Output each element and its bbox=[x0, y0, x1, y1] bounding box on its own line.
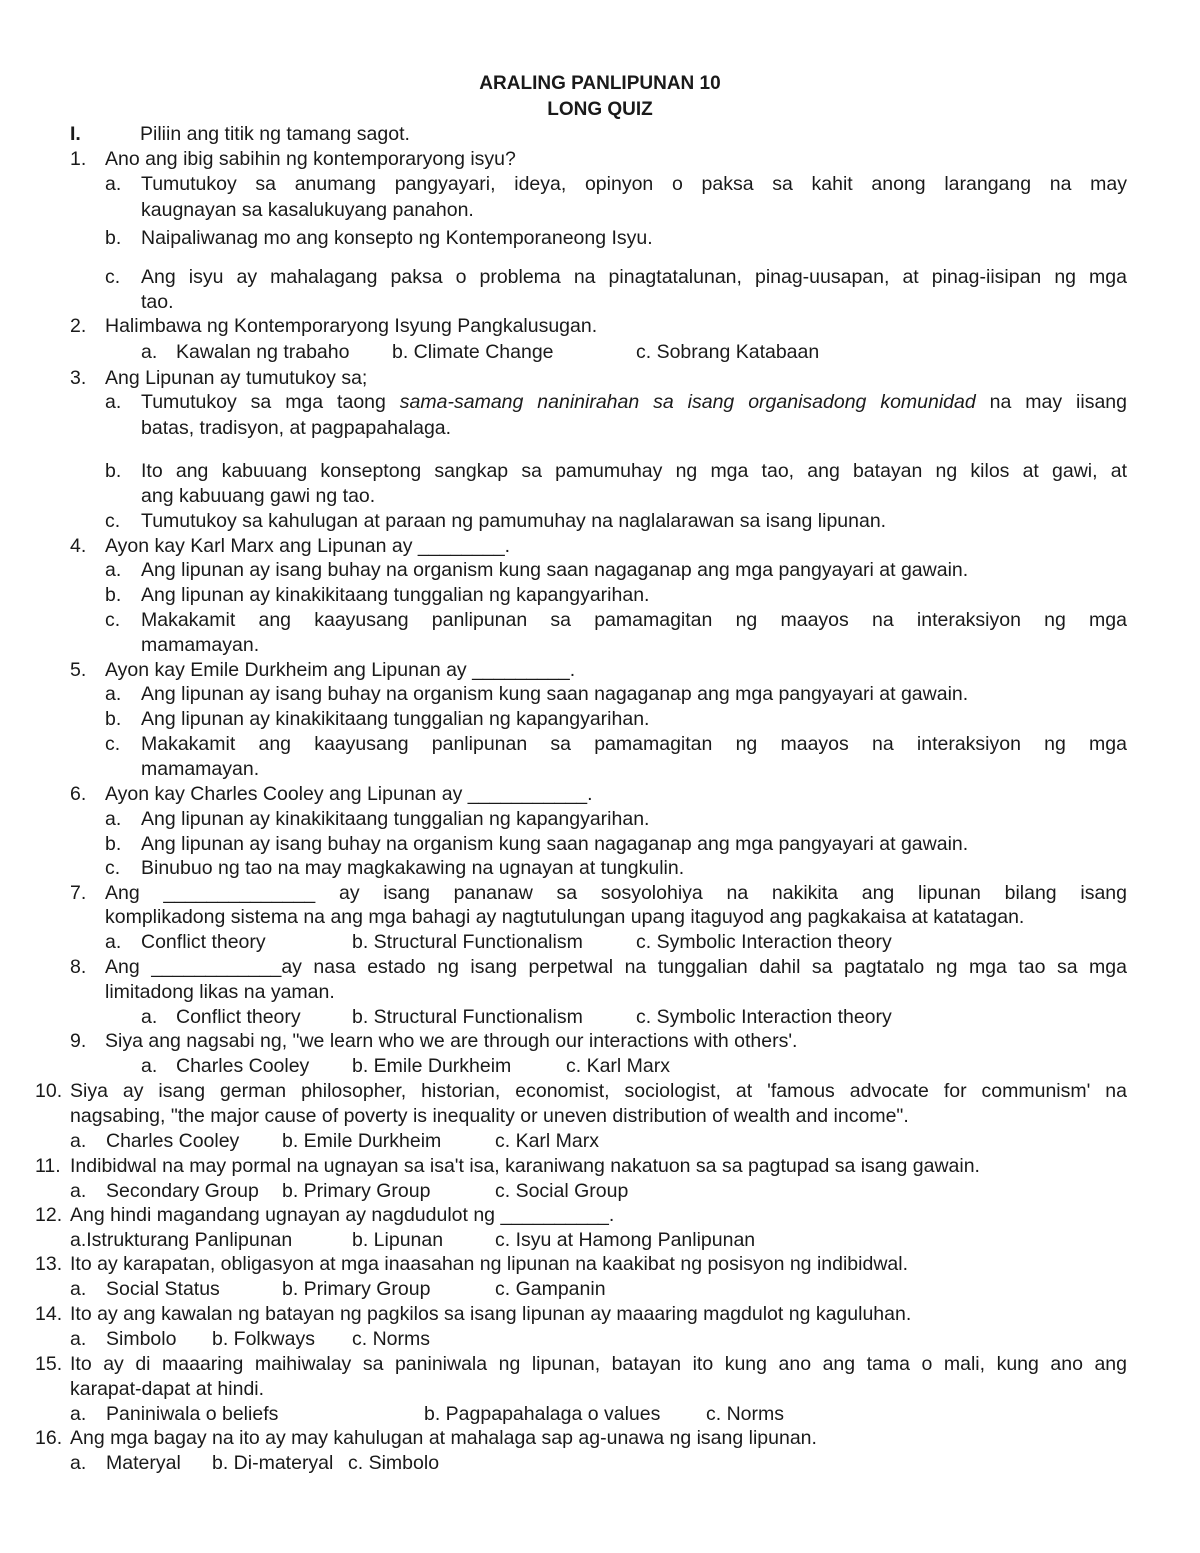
question-number: 12. bbox=[35, 1204, 63, 1226]
choice-text: Conflict theory bbox=[141, 931, 266, 953]
part-instruction: Piliin ang titik ng tamang sagot. bbox=[140, 123, 410, 145]
choice-text: b. Emile Durkheim bbox=[282, 1130, 442, 1152]
question-number: 10. bbox=[35, 1080, 63, 1102]
choice-text: b. Folkways bbox=[212, 1328, 315, 1350]
choice-text: mamamayan. bbox=[141, 758, 260, 780]
choice-text: Makakamit ang kaayusang panlipunan sa pamamagitan ng maayos na interaksiyon ng mga bbox=[141, 609, 1127, 631]
question-text: Ito ay di maaaring maihiwalay sa paniniwala ng lipunan, batayan ito kung ano ang tama o mali, kung ano ang bbox=[70, 1353, 1127, 1375]
question-number: 4. bbox=[70, 535, 87, 557]
choice-text: Naipaliwanag mo ang konsepto ng Kontemporaneong Isyu. bbox=[141, 227, 653, 249]
question-number: 5. bbox=[70, 659, 87, 681]
question-text: nagsabing, "the major cause of poverty is inequality or uneven distribution of wealth and income". bbox=[70, 1105, 909, 1127]
choice-text: b. Pagpapahalaga o values bbox=[424, 1403, 661, 1425]
question-number: 16. bbox=[35, 1427, 63, 1449]
choice-label: a. bbox=[70, 1180, 87, 1202]
question-number: 9. bbox=[70, 1030, 87, 1052]
choice-text: Social Status bbox=[106, 1278, 220, 1300]
choice-text: b. Primary Group bbox=[282, 1180, 431, 1202]
part-number: I. bbox=[70, 123, 81, 145]
choice-text: batas, tradisyon, at pagpapahalaga. bbox=[141, 417, 452, 439]
choice-text: c. Sobrang Katabaan bbox=[636, 341, 820, 363]
choice-text: c. Social Group bbox=[495, 1180, 629, 1202]
choice-text: c. Isyu at Hamong Panlipunan bbox=[495, 1229, 756, 1251]
choice-label: a. bbox=[105, 683, 122, 705]
choice-label: a. bbox=[141, 1055, 158, 1077]
question-text: Ayon kay Emile Durkheim ang Lipunan ay _________. bbox=[105, 659, 576, 681]
choice-label: a. bbox=[70, 1278, 87, 1300]
question-number: 11. bbox=[35, 1155, 61, 1177]
choice-text: c. Symbolic Interaction theory bbox=[636, 1006, 892, 1028]
question-text: Ang Lipunan ay tumutukoy sa; bbox=[105, 367, 368, 389]
choice-text: b. Structural Functionalism bbox=[352, 931, 583, 953]
choice-text: c. Norms bbox=[352, 1328, 430, 1350]
choice-text: ang kabuuang gawi ng tao. bbox=[141, 485, 376, 507]
choice-text: Ang lipunan ay isang buhay na organism kung saan nagaganap ang mga pangyayari at gawain. bbox=[141, 683, 969, 705]
choice-text: Charles Cooley bbox=[176, 1055, 310, 1077]
choice-text: c. Gampanin bbox=[495, 1278, 606, 1300]
question-text: Ayon kay Karl Marx ang Lipunan ay ________. bbox=[105, 535, 511, 557]
choice-label: b. bbox=[105, 584, 122, 606]
choice-text: tao. bbox=[141, 291, 174, 313]
question-text: Ano ang ibig sabihin ng kontemporaryong isyu? bbox=[105, 148, 516, 170]
question-number: 14. bbox=[35, 1303, 63, 1325]
choice-label: a. bbox=[70, 1130, 87, 1152]
choice-text: Ang lipunan ay kinakikitaang tunggalian ng kapangyarihan. bbox=[141, 708, 650, 730]
choice-text: Paniniwala o beliefs bbox=[106, 1403, 279, 1425]
choice-text: Tumutukoy sa mga taong sama-samang naninirahan sa isang organisadong komunidad na may iisang bbox=[141, 391, 1127, 413]
choice-text: Ito ang kabuuang konseptong sangkap sa pamumuhay ng mga tao, ang batayan ng kilos at gawi, at bbox=[141, 460, 1127, 482]
choice-text: kaugnayan sa kasalukuyang panahon. bbox=[141, 199, 474, 221]
question-text: Indibidwal na may pormal na ugnayan sa isa't isa, karaniwang nakatuon sa sa pagtupad sa isang gawain. bbox=[70, 1155, 980, 1177]
choice-label: b. bbox=[105, 833, 122, 855]
choice-label: c. bbox=[105, 266, 121, 288]
question-text: komplikadong sistema na ang mga bahagi ay nagtutulungan upang itaguyod ang pagkakaisa at katatagan. bbox=[105, 906, 1025, 928]
choice-text: Binubuo ng tao na may magkakawing na ugnayan at tungkulin. bbox=[141, 857, 685, 879]
choice-label: a. bbox=[70, 1452, 87, 1474]
choice-label: a. bbox=[141, 341, 158, 363]
choice-label: c. bbox=[105, 733, 121, 755]
choice-label: a. bbox=[105, 391, 122, 413]
choice-text: Ang lipunan ay kinakikitaang tunggalian ng kapangyarihan. bbox=[141, 808, 650, 830]
question-text: Ang ____________ay nasa estado ng isang perpetwal na tunggalian dahil sa pagtatalo ng mga tao sa mga bbox=[105, 956, 1127, 978]
choice-text: Makakamit ang kaayusang panlipunan sa pamamagitan ng maayos na interaksiyon ng mga bbox=[141, 733, 1127, 755]
choice-text: Tumutukoy sa anumang pangyayari, ideya, opinyon o paksa sa kahit anong larangang na may bbox=[141, 173, 1127, 195]
choice-text: c. Simbolo bbox=[348, 1452, 440, 1474]
choice-text: b. Structural Functionalism bbox=[352, 1006, 583, 1028]
question-number: 7. bbox=[70, 882, 87, 904]
choice-label: b. bbox=[105, 227, 122, 249]
choice-text: mamamayan. bbox=[141, 634, 260, 656]
question-text: Ang mga bagay na ito ay may kahulugan at mahalaga sap ag-unawa ng isang lipunan. bbox=[70, 1427, 817, 1449]
choice-text: b. Lipunan bbox=[352, 1229, 444, 1251]
question-text: Ang ______________ ay isang pananaw sa sosyolohiya na nakikita ang lipunan bilang isang bbox=[105, 882, 1127, 904]
choice-text: Materyal bbox=[106, 1452, 181, 1474]
question-text: Ayon kay Charles Cooley ang Lipunan ay ___________. bbox=[105, 783, 593, 805]
choice-label: a. bbox=[70, 1403, 87, 1425]
choice-text: b. Di-materyal bbox=[212, 1452, 334, 1474]
choice-text: Ang isyu ay mahalagang paksa o problema na pinagtatalunan, pinag-uusapan, at pinag-iisipan ng mga bbox=[141, 266, 1127, 288]
question-number: 3. bbox=[70, 367, 87, 389]
question-text: Ito ay ang kawalan ng batayan ng pagkilos sa isang lipunan ay maaaring magdulot ng kaguluhan. bbox=[70, 1303, 912, 1325]
question-text: Siya ay isang german philosopher, historian, economist, sociologist, at 'famous advocate for communism' na bbox=[70, 1080, 1127, 1102]
choice-label: a. bbox=[105, 808, 122, 830]
choice-text: b. Emile Durkheim bbox=[352, 1055, 512, 1077]
question-text: Siya ang nagsabi ng, "we learn who we are through our interactions with others'. bbox=[105, 1030, 798, 1052]
choice-label: c. bbox=[105, 857, 121, 879]
question-number: 8. bbox=[70, 956, 87, 978]
choice-label: a. bbox=[105, 931, 122, 953]
choice-label: a. bbox=[141, 1006, 158, 1028]
choice-text: Simbolo bbox=[106, 1328, 177, 1350]
choice-label: a. bbox=[105, 173, 122, 195]
document-subtitle: LONG QUIZ bbox=[547, 99, 653, 120]
choice-label: b. bbox=[105, 460, 122, 482]
question-text: Ang hindi magandang ugnayan ay nagdudulot ng __________. bbox=[70, 1204, 615, 1226]
question-number: 13. bbox=[35, 1253, 63, 1275]
choice-text: Ang lipunan ay kinakikitaang tunggalian ng kapangyarihan. bbox=[141, 584, 650, 606]
choice-text: Kawalan ng trabaho bbox=[176, 341, 350, 363]
document-title: ARALING PANLIPUNAN 10 bbox=[479, 73, 721, 94]
question-text: limitadong likas na yaman. bbox=[105, 981, 335, 1003]
choice-label: b. bbox=[105, 708, 122, 730]
question-number: 15. bbox=[35, 1353, 63, 1375]
choice-label: a. bbox=[105, 559, 122, 581]
question-text: Ito ay karapatan, obligasyon at mga inaasahan ng lipunan na kaakibat ng posisyon ng indibidwal. bbox=[70, 1253, 908, 1275]
choice-text: Secondary Group bbox=[106, 1180, 259, 1202]
choice-label: a. bbox=[70, 1328, 87, 1350]
choice-text: c. Karl Marx bbox=[495, 1130, 600, 1152]
choice-text: c. Symbolic Interaction theory bbox=[636, 931, 892, 953]
choice-label: c. bbox=[105, 510, 121, 532]
question-number: 2. bbox=[70, 315, 87, 337]
question-number: 6. bbox=[70, 783, 87, 805]
choice-label: c. bbox=[105, 609, 121, 631]
choice-text: c. Norms bbox=[706, 1403, 784, 1425]
choice-text: b. Primary Group bbox=[282, 1278, 431, 1300]
choice-text: Charles Cooley bbox=[106, 1130, 240, 1152]
choice-text: a.Istrukturang Panlipunan bbox=[70, 1229, 293, 1251]
question-text: Halimbawa ng Kontemporaryong Isyung Pangkalusugan. bbox=[105, 315, 598, 337]
choice-text: Ang lipunan ay isang buhay na organism kung saan nagaganap ang mga pangyayari at gawain. bbox=[141, 833, 969, 855]
choice-text: Tumutukoy sa kahulugan at paraan ng pamumuhay na naglalarawan sa isang lipunan. bbox=[141, 510, 887, 532]
choice-text: c. Karl Marx bbox=[566, 1055, 671, 1077]
question-number: 1. bbox=[70, 148, 87, 170]
choice-text: Ang lipunan ay isang buhay na organism kung saan nagaganap ang mga pangyayari at gawain. bbox=[141, 559, 969, 581]
choice-text: b. Climate Change bbox=[392, 341, 554, 363]
choice-text: Conflict theory bbox=[176, 1006, 301, 1028]
question-text: karapat-dapat at hindi. bbox=[70, 1378, 265, 1400]
